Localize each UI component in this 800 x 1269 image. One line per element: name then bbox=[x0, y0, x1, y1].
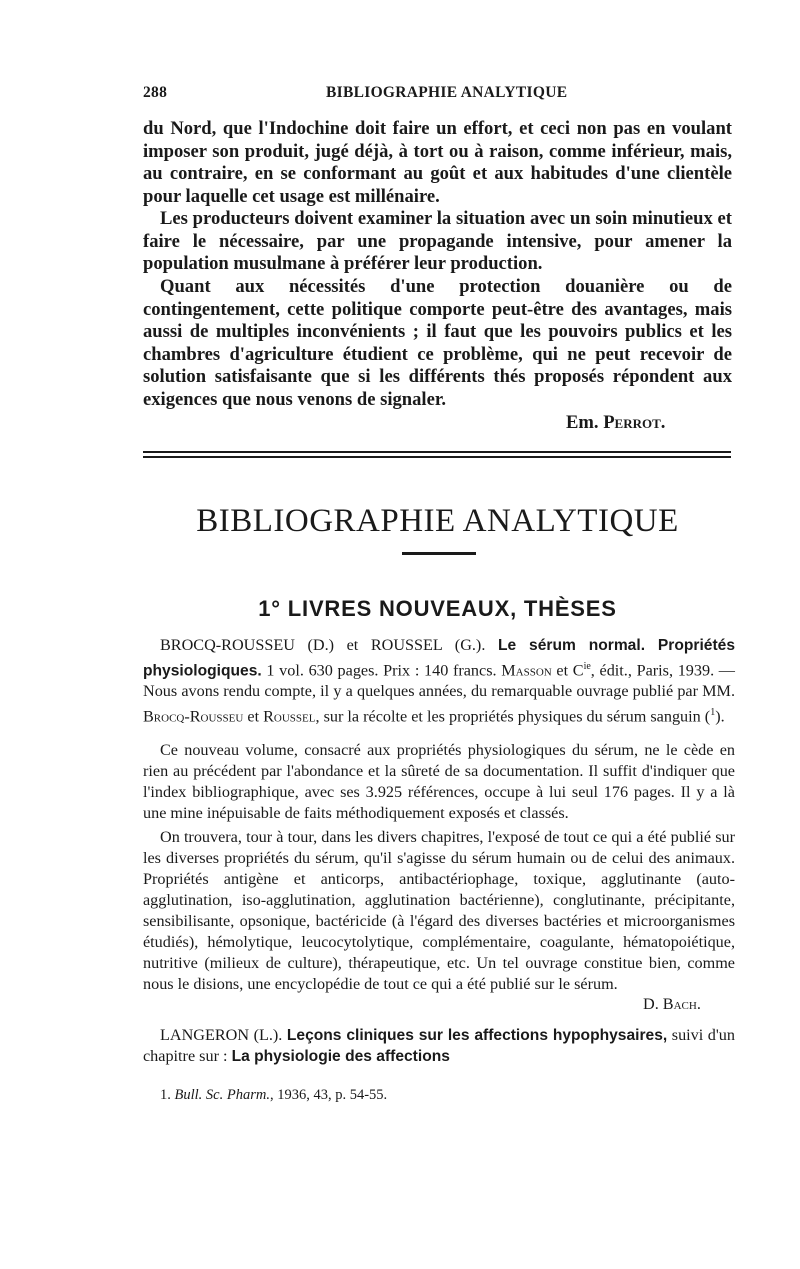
signature-name: Perrot. bbox=[603, 412, 666, 433]
article-paragraph-2: Les producteurs doivent examiner la situation avec un soin minutieux et faire le nécessaire, par une propagande intensive, pour amener la population musulmane à préférer leur production. bbox=[143, 208, 732, 275]
review-1-publisher-sup: ie bbox=[583, 661, 591, 672]
subsection-title: 1° LIVRES NOUVEAUX, THÈSES bbox=[258, 596, 617, 621]
article-paragraph-3: Quant aux nécessités d'une protection douanière ou de contingentement, cette politique comporte peut-être des avantages, mais aussi de multiples inconvénients ; il faut que les pouvoirs publics et les chambres d'agriculture étudient ce problème, qui ne peut recevoir de solution satisfaisante que si les différents thés proposés répondent aux exigences que nous venons de signaler. bbox=[143, 276, 732, 410]
review-1-signature-name: Bach. bbox=[662, 995, 701, 1013]
running-title: BIBLIOGRAPHIE ANALYTIQUE bbox=[326, 84, 568, 101]
review-1-intro-close: ). bbox=[715, 707, 725, 726]
review-1-book-title: Le sérum normal. Propriétés physiologiques. bbox=[143, 637, 736, 680]
review-1-author-ref-2: Roussel bbox=[263, 707, 316, 726]
signature-initial: Em. bbox=[566, 412, 599, 433]
footnote-source: Bull. Sc. Pharm. bbox=[174, 1087, 270, 1103]
double-rule-top bbox=[143, 451, 731, 453]
review-1-intro: , édit., Paris, 1939. — Nous avons rendu compte, il y a quelques années, du remarquable ouvrage publié par MM. bbox=[143, 661, 735, 701]
review-1-paragraph-3: On trouvera, tour à tour, dans les divers chapitres, l'exposé de tout ce qui a été publié sur les diverses propriétés du sérum, qu'il s'agisse du sérum humain ou de celui des animaux. Propriétés antigène et anticorps, antibactériophage, toxique, agglutinante (auto-agglutination, iso-agglutination, agglutination bactérienne), conglutinante, précipitante, sensibilisante, opsonique, bactéricide (à l'égard des diverses bactéries et microorganismes étudiés), hémolytique, leucocytolytique, complémentaire, coagulante, hématopoiétique, nutritive (milieux de culture), thérapeutique, etc. Un tel ouvrage constitue bien, comme nous le disions, une encyclopédie de tout ce qui a été publié sur le sérum. bbox=[143, 828, 735, 993]
footnote-rest: , 1936, 43, p. 54-55. bbox=[269, 1087, 388, 1103]
footnote-marker: 1 bbox=[710, 707, 716, 719]
running-header bbox=[143, 84, 732, 108]
review-1-publisher: Masson bbox=[501, 661, 552, 680]
article-signature bbox=[566, 412, 665, 434]
review-1-paragraph-2: Ce nouveau volume, consacré aux propriétés physiologiques du sérum, ne le cède en rien au précédent par l'abondance et la sûreté de sa documentation. Il suffit d'indiquer que l'index bibliographique, avec ses 3.925 références, occupe à lui seul 176 pages. Il y a là une mine inépuisable de faits méthodiquement exposés et classés. bbox=[143, 741, 735, 822]
review-1-paragraph-1 bbox=[143, 635, 735, 728]
footnote bbox=[160, 1087, 387, 1104]
article-paragraph-1: du Nord, que l'Indochine doit faire un effort, et ceci non pas en voulant imposer son produit, jugé déjà, à tort ou à raison, comme inférieur, mais, au contraire, en se conformant au goût et aux habitudes d'une clientèle pour laquelle cet usage est millénaire. bbox=[143, 118, 732, 207]
review-1-intro-end: , sur la récolte et les propriétés physiques du sérum sanguin ( bbox=[315, 707, 711, 726]
review-2-authors: LANGERON (L.). bbox=[160, 1026, 283, 1044]
review-1-signature bbox=[643, 995, 701, 1014]
section-title: BIBLIOGRAPHIE ANALYTIQUE bbox=[196, 503, 679, 539]
page-number: 288 bbox=[143, 84, 168, 101]
review-1-conj: et bbox=[247, 707, 260, 726]
review-2-paragraph-1 bbox=[143, 1025, 735, 1067]
double-rule-bottom bbox=[143, 456, 731, 458]
footnote-number: 1. bbox=[160, 1087, 171, 1103]
review-2-title-b: La physiologie des affections bbox=[231, 1048, 450, 1065]
review-1-signature-initial: D. bbox=[643, 995, 659, 1013]
review-1-publication: 1 vol. 630 pages. Prix : 140 francs. bbox=[266, 661, 497, 680]
review-1-authors: BROCQ-ROUSSEU (D.) et ROUSSEL (G.). bbox=[160, 636, 486, 654]
review-2-title-a: Leçons cliniques sur les affections hypophysaires, bbox=[286, 1027, 668, 1044]
review-2-mid: suivi d'un chapitre sur : bbox=[143, 1026, 735, 1065]
review-1-publisher-suffix: et C bbox=[556, 661, 584, 680]
title-underline bbox=[402, 552, 476, 555]
review-1-author-ref-1: Brocq-Rousseu bbox=[143, 707, 244, 726]
